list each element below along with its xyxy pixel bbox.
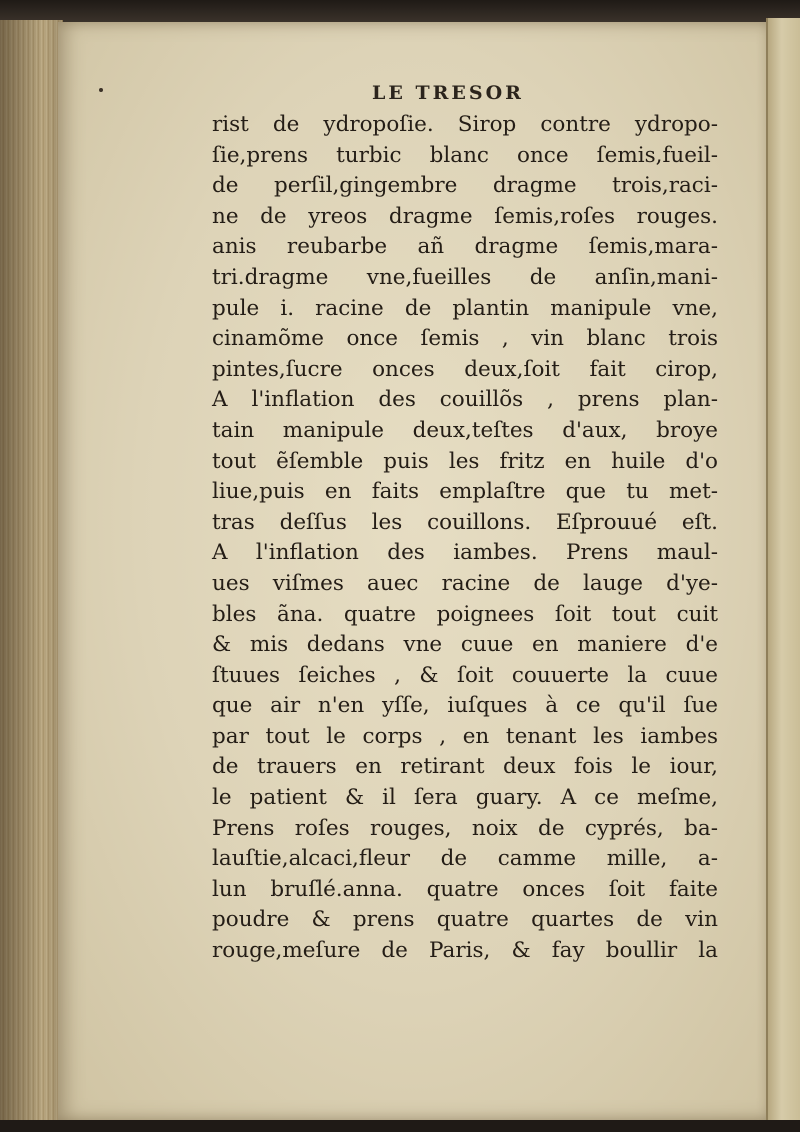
text-line: A l'inflation des iambes. Prens maul-	[212, 540, 718, 566]
text-line: le patient & il ſera guary. A ce meſme,	[212, 785, 718, 811]
text-line: tras deſſus les couillons. Eſprouué eſt.	[212, 509, 718, 535]
text-line: Prens roſes rouges, noix de cyprés, ba-	[212, 815, 718, 841]
text-line: anis reubarbe añ dragme ſemis,mara-	[212, 234, 718, 260]
text-line: tri.dragme vne,fueilles de anſin,mani-	[212, 264, 718, 290]
text-line: liue,puis en faits emplaſtre que tu met-	[212, 479, 718, 505]
text-line: pintes,ſucre onces deux,ſoit fait cirop,	[212, 356, 718, 382]
bottom-shadow	[0, 1120, 800, 1132]
text-line: de trauers en retirant deux fois le iour,	[212, 754, 718, 780]
text-line: ues viſmes auec racine de lauge d'ye-	[212, 570, 718, 596]
text-line: que air n'en yſſe, iuſques à ce qu'il ſue	[212, 693, 718, 719]
running-head: LE TRESOR	[372, 82, 524, 104]
text-line: ſie,prens turbic blanc once ſemis,fueil-	[212, 142, 718, 168]
text-line: A l'inflation des couillõs , prens plan-	[212, 387, 718, 413]
text-line: cinamõme once ſemis , vin blanc trois	[212, 326, 718, 352]
text-line: lauſtie,alcaci,fleur de camme mille, a-	[212, 846, 718, 872]
text-line: lun bruſlé.anna. quatre onces ſoit faite	[212, 876, 718, 902]
text-line: rist de ydropoſie. Sirop contre ydropo-	[212, 112, 718, 137]
text-line: de perſil,gingembre dragme trois,raci-	[212, 173, 718, 199]
text-line: pule i. racine de plantin manipule vne,	[212, 295, 718, 321]
text-line: tout ẽſemble puis les fritz en huile d'o	[212, 448, 718, 474]
page-edge-stack	[0, 20, 63, 1120]
text-line: tain manipule deux,teſtes d'aux, broye	[212, 417, 718, 443]
facing-page-edge	[766, 18, 800, 1128]
text-line: poudre & prens quatre quartes de vin	[212, 907, 718, 933]
text-line: & mis dedans vne cuue en maniere d'e	[212, 632, 718, 658]
text-line: par tout le corps , en tenant les iambes	[212, 723, 718, 749]
text-line: ne de yreos dragme ſemis,roſes rouges.	[212, 203, 718, 229]
top-shadow	[0, 0, 800, 22]
ink-dot	[99, 88, 103, 92]
text-line: ſtuues ſeiches , & ſoit couuerte la cuue	[212, 662, 718, 688]
text-line: bles ãna. quatre poignees ſoit tout cuit	[212, 601, 718, 627]
body-text	[212, 110, 718, 967]
text-line: rouge,meſure de Paris, & fay boullir la	[212, 938, 718, 964]
